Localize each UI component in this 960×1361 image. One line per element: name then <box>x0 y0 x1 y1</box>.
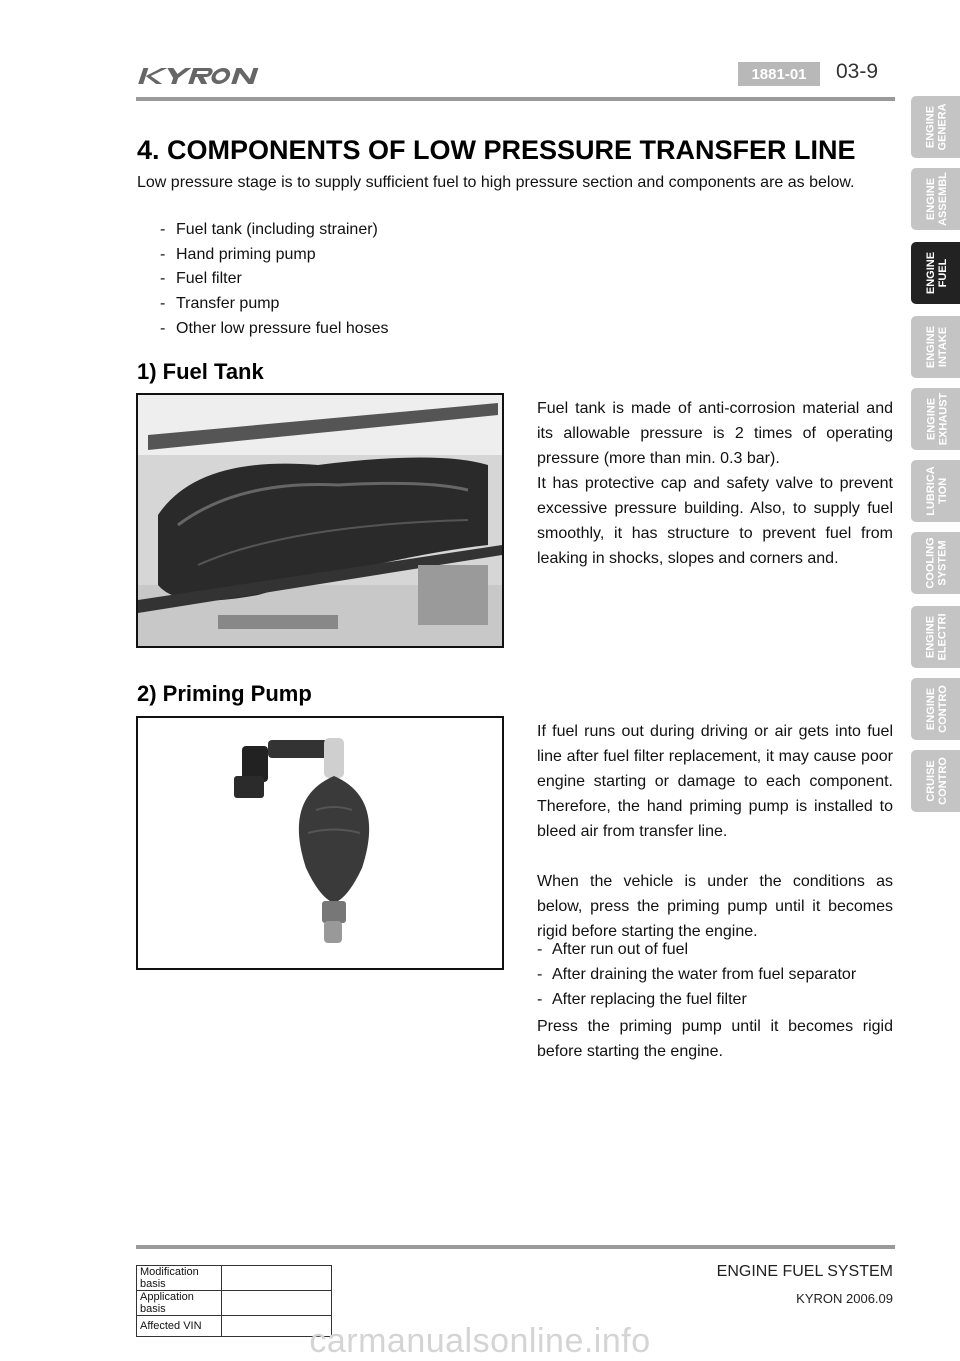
watermark: carmanualsonline.info <box>309 1322 651 1360</box>
fuel-tank-text-1: Fuel tank is made of anti-corrosion material and its allowable pressure is 2 times of operating pressure (more than min. 0.3 bar). <box>537 400 893 467</box>
list-item: - Other low pressure fuel hoses <box>160 319 389 337</box>
footer-chapter-title: ENGINE FUEL SYSTEM <box>716 1263 893 1280</box>
fuel-tank-text-2: It has protective cap and safety valve to prevent excessive pressure building. Also, to supply fuel smoothly, it has structure to prevent fuel from leaking in shocks, slopes and corners and. <box>537 475 893 567</box>
priming-pump-text-2: When the vehicle is under the conditions as below, press the priming pump until it becomes rigid before starting the engine. <box>537 873 893 940</box>
table-row <box>137 1266 332 1291</box>
list-item: - Fuel filter <box>160 270 242 288</box>
page-number: 03-9 <box>836 60 879 83</box>
tab-cruise-control[interactable]: CRUISE CONTRO <box>911 750 960 812</box>
tab-lubrication[interactable]: LUBRICA TION <box>911 460 960 522</box>
list-item: - Hand priming pump <box>160 245 316 263</box>
fuel-tank-photo <box>136 393 504 648</box>
priming-pump-text-3: Press the priming pump until it becomes rigid before starting the engine. <box>537 1018 893 1060</box>
tab-engine-electric[interactable]: ENGINE ELECTRI <box>911 606 960 668</box>
tab-engine-assembly[interactable]: ENGINE ASSEMBL <box>911 168 960 230</box>
table-cell-label: Modification basis <box>137 1266 222 1291</box>
section-code-badge: 1881-01 <box>738 62 820 86</box>
table-cell-value <box>222 1291 332 1316</box>
list-item: - After draining the water from fuel separator <box>537 966 857 983</box>
priming-pump-heading: 2) Priming Pump <box>137 681 312 706</box>
tab-cooling-system[interactable]: COOLING SYSTEM <box>911 532 960 594</box>
kyron-logo <box>136 60 282 90</box>
list-item: - After run out of fuel <box>537 941 689 958</box>
tab-engine-general[interactable]: ENGINE GENERA <box>911 96 960 158</box>
tab-engine-control[interactable]: ENGINE CONTRO <box>911 678 960 740</box>
priming-conditions-list <box>537 937 856 1012</box>
component-list <box>160 218 389 342</box>
header-divider <box>136 97 895 101</box>
footer-model-date: KYRON 2006.09 <box>796 1291 893 1306</box>
section-title: 4. COMPONENTS OF LOW PRESSURE TRANSFER LINE <box>137 135 856 165</box>
table-row <box>137 1291 332 1316</box>
table-cell-label: Affected VIN <box>137 1316 222 1337</box>
priming-pump-text-1: If fuel runs out during driving or air gets into fuel line after fuel filter replacement, it may cause poor engine starting or damage to each component. Therefore, the hand priming pump is installed to bleed air from transfer line. <box>537 723 893 840</box>
fuel-tank-heading: 1) Fuel Tank <box>137 359 264 384</box>
table-cell-value <box>222 1266 332 1291</box>
tab-engine-exhaust[interactable]: ENGINE EXHAUST <box>911 388 960 450</box>
tab-engine-fuel[interactable]: ENGINE FUEL <box>911 242 960 304</box>
list-item: - Fuel tank (including strainer) <box>160 221 378 238</box>
table-cell-label: Application basis <box>137 1291 222 1316</box>
footer-divider <box>136 1245 895 1249</box>
section-intro: Low pressure stage is to supply sufficient fuel to high pressure section and components are as below. <box>137 174 855 191</box>
list-item: - Transfer pump <box>160 295 280 313</box>
list-item: - After replacing the fuel filter <box>537 991 747 1008</box>
tab-engine-intake[interactable]: ENGINE INTAKE <box>911 316 960 378</box>
priming-pump-photo <box>136 716 504 970</box>
